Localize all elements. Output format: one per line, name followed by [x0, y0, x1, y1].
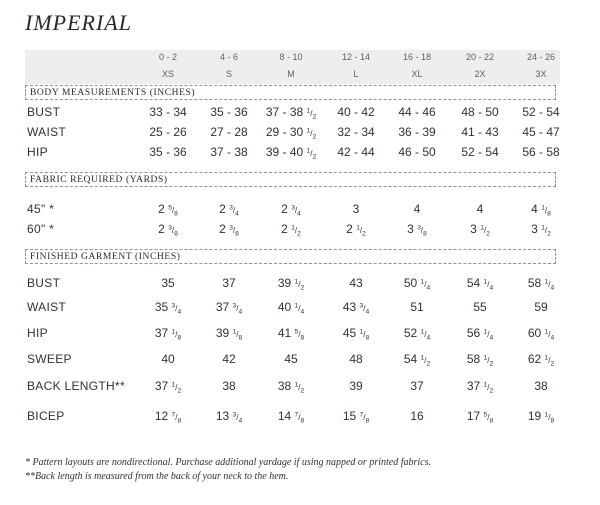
measurement-cell: 25 - 26	[149, 125, 187, 139]
row-label: BUST	[27, 105, 61, 119]
measurement-cell: 37 - 38	[210, 145, 248, 159]
size-code: 2X	[474, 69, 486, 79]
section-heading: FABRIC REQUIRED (YARDS)	[25, 172, 556, 187]
measurement-cell: 27 - 28	[210, 125, 248, 139]
measurement-cell: 37 $^3/_4$	[215, 300, 243, 316]
measurement-cell: 42 - 44	[337, 145, 375, 159]
measurement-cell: 37	[410, 379, 424, 393]
row-label: BUST	[27, 276, 61, 290]
measurement-cell: 52 - 54	[522, 105, 560, 119]
measurement-cell: 35 - 36	[210, 105, 248, 119]
measurement-cell: 56 $^1/_4$	[466, 326, 494, 342]
size-range: 16 - 18	[402, 52, 432, 62]
measurement-cell: 41 - 43	[461, 125, 499, 139]
row-label: BACK LENGTH**	[27, 379, 125, 393]
size-range: 4 - 6	[219, 52, 238, 62]
measurement-cell: 33 - 34	[149, 105, 187, 119]
measurement-cell: 45 - 47	[522, 125, 560, 139]
measurement-cell: 50 $^1/_4$	[403, 276, 431, 292]
measurement-cell: 17 $^5/_8$	[466, 409, 494, 425]
measurement-cell: 62 $^1/_2$	[527, 352, 555, 368]
measurement-cell: 54 $^1/_4$	[466, 276, 494, 292]
measurement-cell: 37 $^1/_8$	[154, 326, 182, 342]
measurement-cell: 37 $^1/_2$	[154, 379, 182, 395]
measurement-cell: 12 $^7/_8$	[154, 409, 182, 425]
measurement-cell: 46 - 50	[398, 145, 436, 159]
measurement-cell: 48	[349, 352, 363, 366]
measurement-cell: 51	[410, 300, 424, 314]
measurement-cell: 48 - 50	[461, 105, 499, 119]
size-code: XS	[161, 69, 174, 79]
measurement-cell: 3 $^3/_8$	[407, 222, 427, 238]
measurement-cell: 16	[410, 409, 424, 423]
measurement-cell: 60 $^1/_4$	[527, 326, 555, 342]
section-heading: BODY MEASUREMENTS (INCHES)	[25, 85, 556, 100]
footnote: * Pattern layouts are nondirectional. Purchase additional yardage if using napped or printed fabrics.	[25, 457, 431, 468]
measurement-cell: 43	[349, 276, 363, 290]
size-range: 0 - 2	[158, 52, 177, 62]
measurement-cell: 39	[349, 379, 363, 393]
measurement-cell: 40	[161, 352, 175, 366]
measurement-cell: 2 $^3/_8$	[219, 222, 239, 238]
measurement-cell: 56 - 58	[522, 145, 560, 159]
size-code: 3X	[535, 69, 547, 79]
measurement-cell: 42	[222, 352, 236, 366]
footnotes	[25, 456, 431, 484]
measurement-cell: 36 - 39	[398, 125, 436, 139]
measurement-cell: 4	[476, 202, 484, 216]
measurement-cell: 14 $^7/_8$	[277, 409, 305, 425]
measurement-cell: 54 $^1/_2$	[403, 352, 431, 368]
measurement-cell: 4 $^1/_8$	[531, 202, 551, 218]
measurement-cell: 2 $^3/_4$	[281, 202, 301, 218]
measurement-cell: 2 $^3/_4$	[219, 202, 239, 218]
size-code: XL	[411, 69, 423, 79]
measurement-cell: 38	[534, 379, 548, 393]
measurement-cell: 39 - 40 $^1/_2$	[265, 145, 317, 161]
measurement-cell: 44 - 46	[398, 105, 436, 119]
measurement-cell: 39 $^1/_2$	[277, 276, 305, 292]
measurement-cell: 39 $^1/_8$	[215, 326, 243, 342]
measurement-cell: 3 $^1/_2$	[531, 222, 551, 238]
row-label: HIP	[27, 145, 48, 159]
size-range: 20 - 22	[465, 52, 495, 62]
measurement-cell: 35 - 36	[149, 145, 187, 159]
size-range: 12 - 14	[341, 52, 371, 62]
measurement-cell: 38 $^1/_2$	[277, 379, 305, 395]
measurement-cell: 29 - 30 $^1/_2$	[265, 125, 317, 141]
measurement-cell: 13 $^3/_4$	[215, 409, 243, 425]
measurement-cell: 55	[473, 300, 487, 314]
measurement-cell: 4	[413, 202, 421, 216]
row-label: WAIST	[27, 125, 67, 139]
size-range: 24 - 26	[526, 52, 556, 62]
row-label: SWEEP	[27, 352, 72, 366]
measurement-cell: 35	[161, 276, 175, 290]
page-title: IMPERIAL	[25, 10, 132, 35]
row-label: 60" *	[27, 222, 55, 236]
measurement-cell: 2 $^3/_8$	[158, 222, 178, 238]
measurement-cell: 37 - 38 $^1/_2$	[265, 105, 317, 121]
measurement-cell: 52 - 54	[461, 145, 499, 159]
measurement-cell: 2 $^1/_2$	[346, 222, 366, 238]
measurement-cell: 3	[352, 202, 360, 216]
measurement-cell: 37 $^1/_2$	[466, 379, 494, 395]
size-code: S	[225, 69, 232, 79]
measurement-cell: 19 $^1/_8$	[527, 409, 555, 425]
measurement-cell: 59	[534, 300, 548, 314]
measurement-cell: 40 $^1/_4$	[277, 300, 305, 316]
measurement-cell: 45 $^1/_8$	[342, 326, 370, 342]
measurement-cell: 32 - 34	[337, 125, 375, 139]
measurement-cell: 41 $^5/_8$	[277, 326, 305, 342]
measurement-cell: 38	[222, 379, 236, 393]
size-code: M	[287, 69, 295, 79]
row-label: WAIST	[27, 300, 67, 314]
measurement-cell: 45	[284, 352, 298, 366]
measurement-cell: 58 $^1/_4$	[527, 276, 555, 292]
row-label: BICEP	[27, 409, 65, 423]
row-label: HIP	[27, 326, 48, 340]
measurement-cell: 15 $^7/_8$	[342, 409, 370, 425]
footnote: **Back length is measured from the back of your neck to the hem.	[25, 471, 289, 482]
measurement-cell: 52 $^1/_4$	[403, 326, 431, 342]
row-label: 45" *	[27, 202, 55, 216]
size-range: 8 - 10	[279, 52, 303, 62]
measurement-cell: 43 $^3/_4$	[342, 300, 370, 316]
section-heading: FINISHED GARMENT (INCHES)	[25, 249, 556, 264]
measurement-cell: 40 - 42	[337, 105, 375, 119]
measurement-cell: 35 $^3/_4$	[154, 300, 182, 316]
measurement-cell: 3 $^1/_2$	[470, 222, 490, 238]
measurement-cell: 37	[222, 276, 236, 290]
measurement-cell: 2 $^5/_8$	[158, 202, 178, 218]
measurement-cell: 58 $^1/_2$	[466, 352, 494, 368]
size-code: L	[353, 69, 359, 79]
measurement-cell: 2 $^1/_2$	[281, 222, 301, 238]
